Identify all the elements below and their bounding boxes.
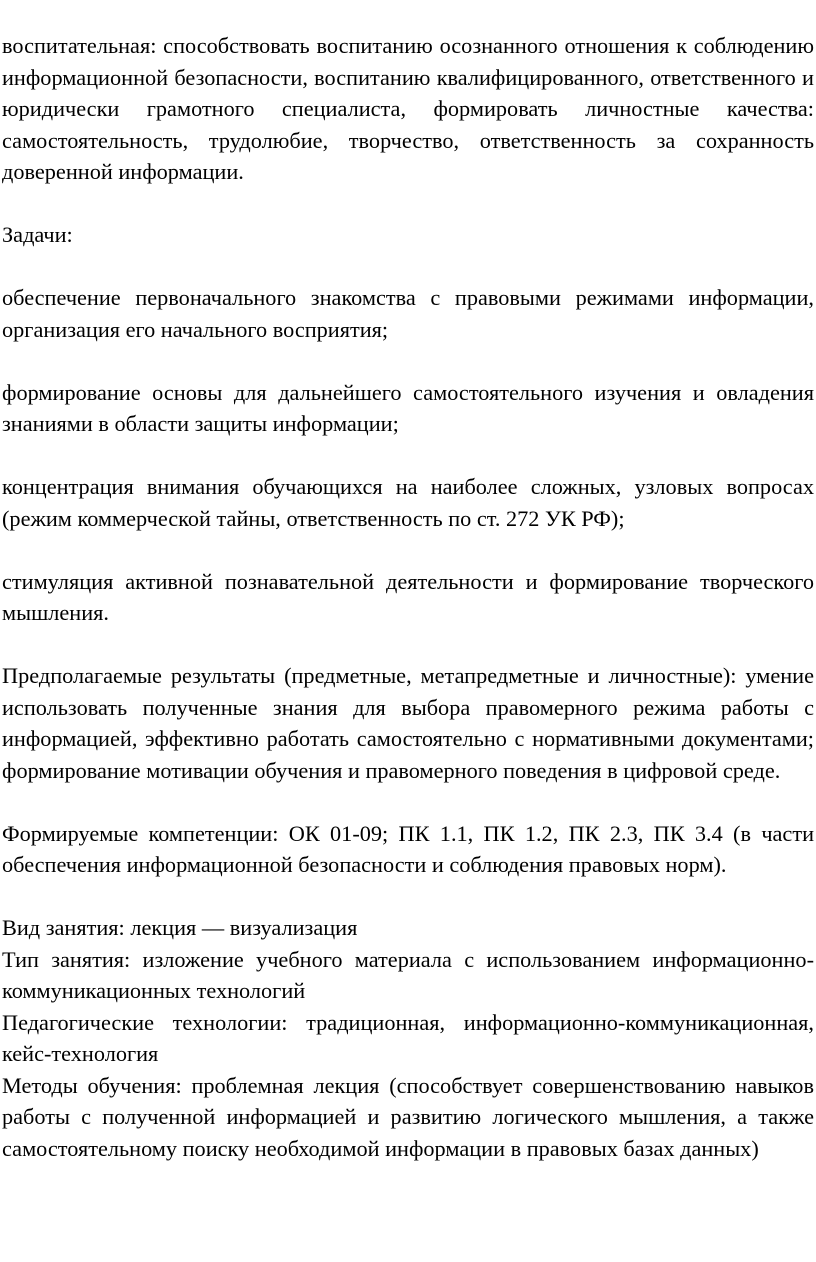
- task-item: стимуляция активной познавательной деятельности и формирование творческого мышления.: [2, 568, 814, 625]
- paragraph-spacer: [0, 881, 816, 913]
- task-item: обеспечение первоначального знакомства с правовыми режимами информации, организация его начального восприятия;: [2, 285, 814, 342]
- lesson-type-paragraph: Тип занятия: изложение учебного материала с использованием информационно-коммуникационных технологий: [2, 946, 814, 1003]
- paragraph-spacer: [0, 629, 816, 661]
- paragraph-spacer: [0, 786, 816, 818]
- paragraph-spacer: [0, 345, 816, 377]
- paragraph-spacer: [0, 534, 816, 566]
- task-item: концентрация внимания обучающихся на наиболее сложных, узловых вопросах (режим коммерческой тайны, ответственность по ст. 272 УК РФ);: [2, 474, 814, 531]
- competencies-paragraph: Формируемые компетенции: ОК 01-09; ПК 1.1, ПК 1.2, ПК 2.3, ПК 3.4 (в части обеспечения информационной безопасности и соблюдения правовых норм).: [2, 820, 814, 877]
- expected-results-paragraph: Предполагаемые результаты (предметные, метапредметные и личностные): умение использовать полученные знания для выбора правомерного режима работы с информацией, эффективно работать самостоятельно с нормативными документами; формирование мотивации обучения и правомерного поведения в цифровой среде.: [2, 663, 814, 783]
- pedagogical-technologies-paragraph: Педагогические технологии: традиционная, информационно-коммуникационная, кейс-технология: [2, 1009, 814, 1066]
- paragraph-spacer: [0, 188, 816, 220]
- lesson-kind-line: Вид занятия: лекция — визуализация: [2, 915, 358, 940]
- task-item: формирование основы для дальнейшего самостоятельного изучения и овладения знаниями в области защиты информации;: [2, 379, 814, 436]
- teaching-methods-paragraph: Методы обучения: проблемная лекция (способствует совершенствованию навыков работы с полученной информацией и развитию логического мышления, а также самостоятельному поиску необходимой информации в правовых базах данных): [2, 1072, 814, 1161]
- tasks-heading: Задачи:: [2, 222, 73, 247]
- paragraph-spacer: [0, 440, 816, 472]
- goal-educational-paragraph: воспитательная: способствовать воспитанию осознанного отношения к соблюдению информационной безопасности, воспитанию квалифицированного, ответственного и юридически грамотного специалиста, формировать личностные качества: самостоятельность, трудолюбие, творчество, ответственность за сохранность доверенной информации.: [2, 33, 814, 184]
- paragraph-spacer: [0, 251, 816, 283]
